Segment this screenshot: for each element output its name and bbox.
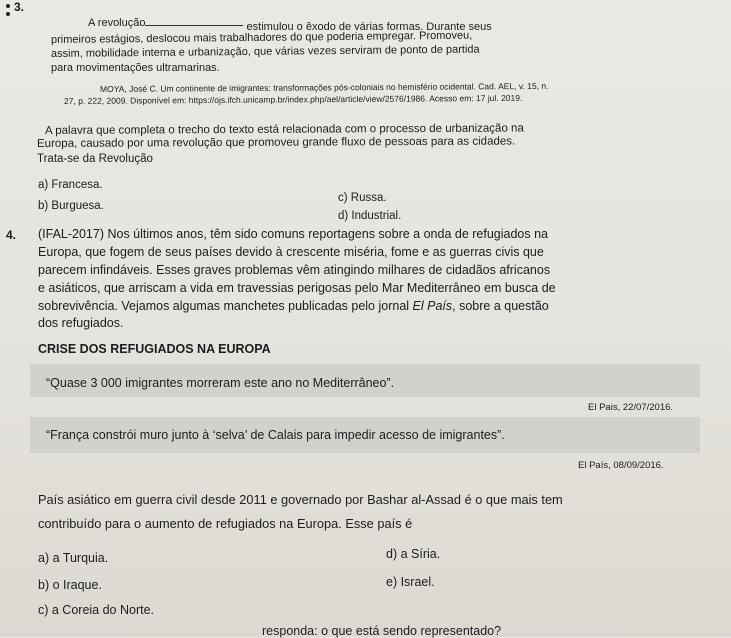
- q3-option-d[interactable]: d) Industrial.: [338, 210, 402, 222]
- headline-1-source: El Pais, 22/07/2016.: [588, 402, 674, 413]
- q4-text-line5a: sobrevivência. Vejamos algumas manchetes publicadas pelo jornal: [38, 299, 413, 313]
- q4-text-line3: parecem infindáveis. Esses graves problemas vêm atingindo milhares de cidadãos africanos: [38, 263, 551, 277]
- question-4-number: 4.: [6, 228, 17, 242]
- q3-citation-line2: 27, p. 222, 2009. Disponível em: https://ojs.ifch.unicamp.br/index.php/ael/article/view/2576/1986. Acesso em: 17 jul. 2019.: [63, 92, 523, 106]
- q4-option-e[interactable]: e) Israel.: [386, 575, 435, 589]
- q4-option-c[interactable]: c) a Coreia do Norte.: [38, 603, 155, 617]
- q3-text-line1b: estimulou o êxodo de várias formas. Durante seus: [246, 21, 492, 33]
- bullet-dot-bottom: [6, 12, 10, 16]
- q4-text-line5: [38, 299, 549, 313]
- q3-prompt-line3: Trata-se da Revolução: [37, 153, 153, 165]
- q3-text-line4: para movimentações ultramarinas.: [51, 62, 220, 74]
- section-title: CRISE DOS REFUGIADOS NA EUROPA: [38, 342, 271, 356]
- q3-text-line3: assim, mobilidade interna e urbanização, que várias vezes serviram de ponto de partida: [50, 43, 480, 60]
- q3-prompt-line2: Europa, causado por uma revolução que promoveu grande fluxo de pessoas para as cidades.: [36, 135, 516, 150]
- q3-prompt-line1: A palavra que completa o trecho do texto está relacionada com o processo de urbanização na: [44, 122, 524, 137]
- headline-2: “França constrói muro junto à ‘selva’ de Calais para impedir acesso de imigrantes”.: [46, 428, 505, 442]
- q4-text-line5c: , sobre a questão: [452, 299, 549, 313]
- q3-text-line2: primeiros estágios, deslocou mais trabalhadores do que poderia empregar. Promoveu,: [50, 29, 473, 46]
- q3-text-line1a: A revolução: [88, 17, 146, 29]
- headline-2-source: El País, 08/09/2016.: [578, 460, 664, 471]
- newspaper-name: El País: [412, 299, 453, 313]
- q4-option-a[interactable]: a) a Turquia.: [38, 551, 109, 565]
- q3-text-line1: [88, 17, 492, 33]
- q3-option-a[interactable]: a) Francesa.: [38, 179, 103, 191]
- question-3-number: 3.: [14, 0, 25, 14]
- q4-text-line1: (IFAL-2017) Nos últimos anos, têm sido comuns reportagens sobre a onda de refugiados na: [38, 227, 549, 241]
- bullet-dot-top: [6, 4, 10, 8]
- q3-option-b[interactable]: b) Burguesa.: [38, 200, 104, 212]
- q4-question-line1: País asiático em guerra civil desde 2011 e governado por Bashar al-Assad é o que mais tem: [38, 492, 563, 507]
- q4-text-line6: dos refugiados.: [38, 316, 124, 330]
- q3-citation-line1: MOYA, José C. Um continente de imigrantes: transformações pós-coloniais no hemisfério ocidental. Cad. AEL, v. 15, n.: [99, 80, 549, 94]
- fill-in-blank: [145, 25, 243, 26]
- headline-1: “Quase 3 000 imigrantes morreram este ano no Mediterrâneo”.: [46, 376, 395, 390]
- q4-option-d[interactable]: d) a Síria.: [386, 547, 441, 561]
- q4-question-line2: contribuído para o aumento de refugiados na Europa. Esse país é: [38, 516, 413, 531]
- q3-option-c[interactable]: c) Russa.: [338, 192, 387, 204]
- bottom-cut-text: responda: o que está sendo representado?: [262, 624, 502, 638]
- q4-text-line2: Europa, que fogem de seus países devido à crescente miséria, fome e as guerras civis que: [38, 245, 544, 259]
- q4-text-line4: e asiáticos, que arriscam a vida em travessias perigosas pelo Mar Mediterrâneo em busca de: [38, 281, 556, 295]
- q4-option-b[interactable]: b) o Iraque.: [38, 578, 102, 592]
